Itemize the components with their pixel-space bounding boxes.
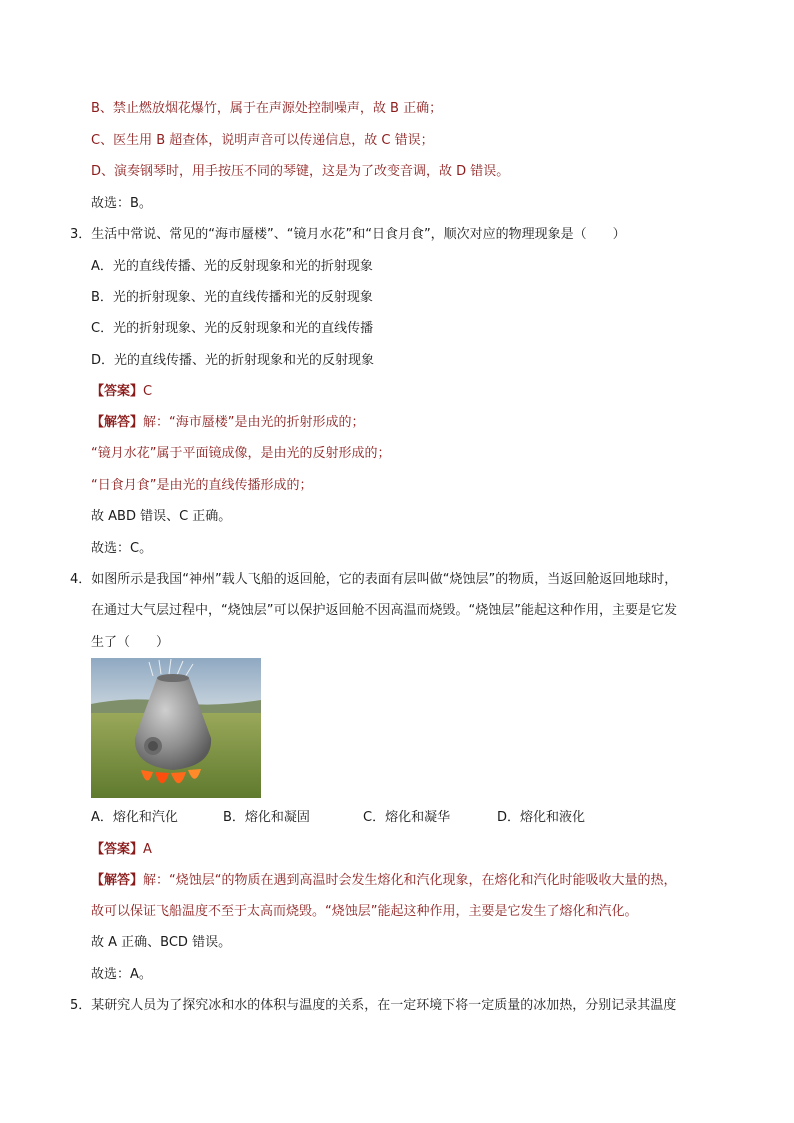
solution-line-c: C、医生用 B 超查体，说明声音可以传递信息，故 C 错误； (91, 133, 434, 148)
answer-tag: 【答案】 (91, 842, 144, 857)
question-4-answer (91, 841, 152, 859)
solution-line-b: B、禁止燃放烟花爆竹，属于在声源处控制噪声，故 B 正确； (91, 101, 443, 116)
question-4-option-c: C．熔化和凝华 (363, 810, 451, 825)
answer-value: C (143, 384, 153, 399)
question-4-solution-2: 故可以保证飞船温度不至于太高而烧毁。“烧蚀层”能起这种作用，主要是它发生了熔化和汽化。 (91, 904, 638, 919)
solution-tag: 【解答】 (91, 873, 144, 888)
question-4-stem-line-3: 生了（ ） (91, 635, 170, 650)
question-3-stem: 3．生活中常说、常见的“海市蜃楼”、“镜月水花”和“日食月食”，顺次对应的物理现象是（ ） (70, 227, 626, 242)
question-3-solution-1 (91, 414, 365, 432)
solution-text: 解：“烧蚀层“的物质在遇到高温时会发生熔化和汽化现象，在熔化和汽化时能吸收大量的热， (143, 873, 677, 888)
solution-line-d: D、演奏钢琴时，用手按压不同的琴键，这是为了改变音调，故 D 错误。 (91, 164, 510, 179)
solution-text: 解：“海市蜃楼”是由光的折射形成的； (143, 415, 365, 430)
question-4-option-d: D．熔化和液化 (497, 810, 586, 825)
answer-tag: 【答案】 (91, 384, 144, 399)
question-4-option-a: A．熔化和汽化 (91, 810, 178, 825)
question-3-solution-3: “日食月食”是由光的直线传播形成的； (91, 478, 313, 493)
question-4-solution-3: 故 A 正确、BCD 错误。 (91, 935, 232, 950)
question-4-solution-1 (91, 872, 677, 890)
question-3-option-c: C．光的折射现象、光的反射现象和光的直线传播 (91, 321, 374, 336)
question-3-solution-4: 故 ABD 错误、C 正确。 (91, 509, 232, 524)
answer-value: A (143, 842, 152, 857)
question-3-solution-2: “镜月水花”属于平面镜成像，是由光的反射形成的； (91, 446, 391, 461)
question-4-stem-line-2: 在通过大气层过程中，“烧蚀层”可以保护返回舱不因高温而烧毁。“烧蚀层”能起这种作用，主要是它发 (91, 603, 677, 618)
solution-choice: 故选：B。 (91, 196, 152, 211)
solution-tag: 【解答】 (91, 415, 144, 430)
question-3-option-b: B．光的折射现象、光的直线传播和光的反射现象 (91, 290, 373, 305)
question-4-option-b: B．熔化和凝固 (223, 810, 310, 825)
question-4-stem-line-1: 4．如图所示是我国“神州”载人飞船的返回舱，它的表面有层叫做“烧蚀层”的物质，当返回舱返回地球时， (70, 572, 678, 587)
question-3-option-a: A．光的直线传播、光的反射现象和光的折射现象 (91, 259, 373, 274)
spacecraft-return-capsule-photo (91, 658, 261, 798)
question-3-choice: 故选：C。 (91, 541, 153, 556)
question-4-choice: 故选：A。 (91, 967, 152, 982)
question-5-stem-line-1: 5．某研究人员为了探究冰和水的体积与温度的关系，在一定环境下将一定质量的冰加热，分别记录其温度 (70, 998, 677, 1013)
question-3-option-d: D．光的直线传播、光的折射现象和光的反射现象 (91, 353, 375, 368)
question-3-answer (91, 383, 152, 401)
